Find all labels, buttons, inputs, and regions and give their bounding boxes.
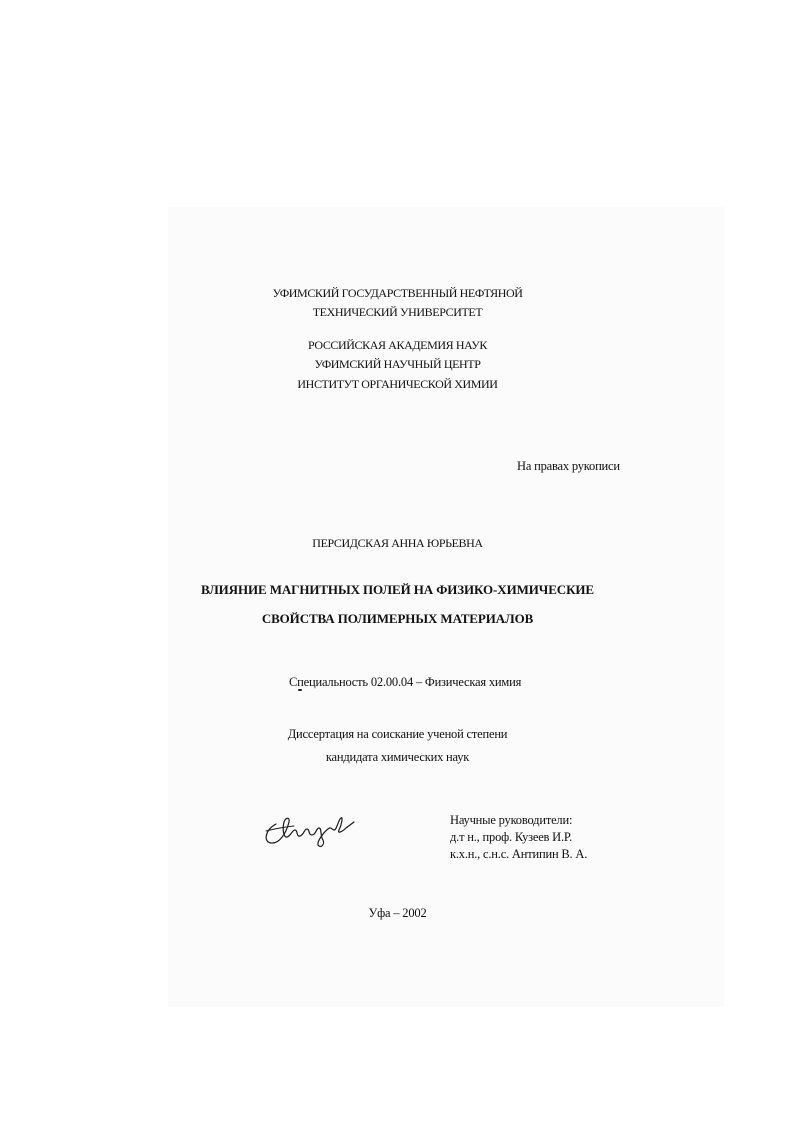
place-and-year: Уфа – 2002 [368,906,427,920]
supervisors-heading: Научные руководители: [450,813,573,827]
scientific-center-name: УФИМСКИЙ НАУЧНЫЙ ЦЕНТР [314,357,481,371]
author-signature [262,810,357,852]
dissertation-title-line-1: ВЛИЯНИЕ МАГНИТНЫХ ПОЛЕЙ НА ФИЗИКО-ХИМИЧЕСКИЕ [201,582,594,597]
supervisor-2: к.х.н., с.н.с. Антипин В. А. [450,847,588,861]
institute-name: ИНСТИТУТ ОРГАНИЧЕСКОЙ ХИМИИ [297,377,498,391]
degree-line-1: Диссертация на соискание ученой степени [287,727,508,741]
manuscript-note: На правах рукописи [517,459,620,473]
university-line-1: УФИМСКИЙ ГОСУДАРСТВЕННЫЙ НЕФТЯНОЙ [272,286,523,300]
university-line-2: ТЕХНИЧЕСКИЙ УНИВЕРСИТЕТ [312,305,483,319]
author-name: ПЕРСИДСКАЯ АННА ЮРЬЕВНА [312,536,483,550]
ink-mark [298,689,302,691]
specialty: Специальность 02.00.04 – Физическая химия [289,675,522,689]
academy-name: РОССИЙСКАЯ АКАДЕМИЯ НАУК [307,338,488,352]
degree-line-2: кандидата химических наук [325,750,470,764]
dissertation-title-line-2: СВОЙСТВА ПОЛИМЕРНЫХ МАТЕРИАЛОВ [261,611,534,626]
page-sheet [168,207,724,1007]
supervisor-1: д.т н., проф. Кузеев И.Р. [450,830,573,844]
